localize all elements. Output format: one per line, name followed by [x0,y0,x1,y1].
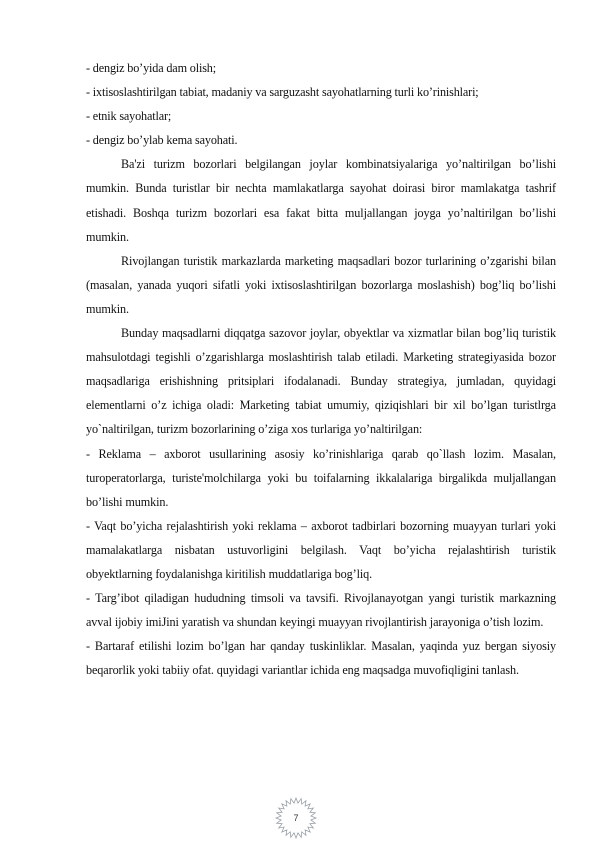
page-number: 7 [293,813,299,823]
list-item-sea-cruise: - dengiz bo’ylab kema sayohati. [86,133,238,148]
list-item-seaside-rest: - dengiz bo’yida dam olish; [86,61,216,75]
paragraph-time-planning: - Vaqt bo’yicha rejalashtirish yoki reklama – axborot tadbirlari bozorning muayyan turlari yoki mamalakatlarga nisbatan ustuvorligini belgilash. Vaqt bo’yicha rejalashtirish turistik obyektlarning foydalanishga kiritilish muddatlariga bog’liq. [86,518,556,581]
paragraph-tourism-markets: Ba'zi turizm bozorlari belgilangan joylar kombinatsiyalariga yo’naltirilgan bo’lishi mumkin. Bunda turistlar bir nechta mamlakatlarga sayohat doirasi biror mamlakatga tashrif etishadi. Boshqa turizm bozorlari esa fakat bitta muljallangan joyga yo’naltirilgan bo’lishi mumkin. [86,157,556,244]
paragraph-marketing-goals: Rivojlangan turistik markazlarda marketing maqsadlari bozor turlarining o’zgarishi bilan (masalan, yanada yuqori sifatli yoki ixtisoslashtirilgan bozorlarga moslashish) bog’liq bo’lishi mumkin. [86,253,556,316]
paragraph-marketing-strategy: Bunday maqsadlarni diqqatga sazovor joylar, obyektlar va xizmatlar bilan bog’liq turistik mahsulotdagi tegishli o’zgarishlarga moslashtirish talab etiladi. Marketing strategiyasida bozor maqsadlariga erishishning pritsiplari ifodalanadi. Bunday strategiya, jumladan, quyidagi elementlarni o’z ichiga oladi: Marketing tabiat umumiy, qiziqishlari bir xil bo’lgan turistlrga yo`naltirilgan, turizm bozorlarining o’ziga xos turlariga yo’naltirilgan: [86,326,556,437]
paragraph-promotion-image: - Targ’ibot qiladigan hududning timsoli va tavsifi. Rivojlanayotgan yangi turistik markazning avval ijobiy imiJini yaratish va shundan keyingi muayyan rivojlantirish jarayoniga o’tish lozim. [86,591,556,630]
list-item-specialized-tours: - ixtisoslashtirilgan tabiat, madaniy va sarguzasht sayohatlarning turli ko’rinishlari; [86,85,479,100]
paragraph-obstacles: - Bartaraf etilishi lozim bo’lgan har qanday tuskinliklar. Masalan, yaqinda yuz bergan siyosiy beqarorlik yoki tabiiy ofat. quyidagi variantlar ichida eng maqsadga muvofiqligini tanlash. [86,639,556,678]
list-item-ethnic-tours: - etnik sayohatlar; [86,109,172,124]
paragraph-advertising: - Reklama – axborot usullarining asosiy ko’rinishlariga qarab qo`llash lozim. Masalan, turoperatorlarga, turiste'molchilarga yoki bu toifalarning ikkalalariga birgalikda muljallangan bo’lishi mumkin. [86,446,556,509]
document-page [86,56,556,682]
page-number-badge [274,796,318,840]
